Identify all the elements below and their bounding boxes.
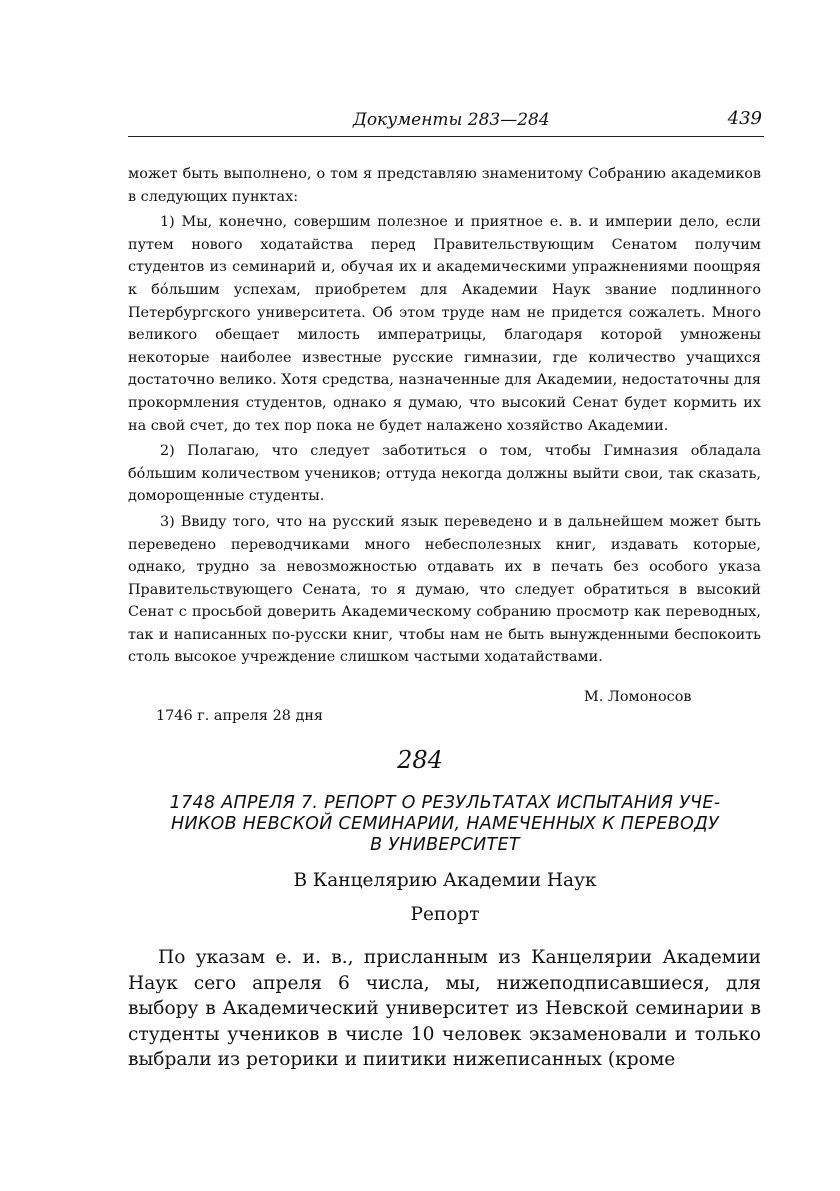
paragraph-point-2: 2) Полагаю, что следует заботиться о том, чтобы Гимназия обладала бóльшим количеством учеников; оттуда некогда должны выйти свои, так сказать, доморощенные студенты. — [128, 443, 761, 505]
heading-line: В УНИВЕРСИТЕТ — [370, 835, 520, 855]
document-date: 1746 г. апреля 28 дня — [156, 708, 323, 724]
paragraph-point-1: 1) Мы, конечно, совершим полезное и приятное е. в. и империи дело, если путем нового ходатайства перед Правительствующим Сенатом получим студентов из семинарий и, обучая их и академическими упражнениями поощряя к бóльшим успехам, приобретем для Академии Наук звание подлинного Петербургского университета. Об этом труде нам не придется сожалеть. Много великого обещает милость императрицы, благодаря которой умножены некоторые наиболее известные русские гимназии, где количество учащихся достаточно велико. Хотя средства, назначенные для Академии, недостаточны для прокормления студентов, однако я думаю, что высокий Сенат будет кормить их на свой счет, до тех пор пока не будет налажено хозяйство Академии. — [128, 214, 761, 434]
page-number: 439 — [727, 108, 762, 129]
heading-line: НИКОВ НЕВСКОЙ СЕМИНАРИИ, НАМЕЧЕННЫХ К ПЕРЕВОДУ — [170, 814, 720, 834]
document-number: 284 — [397, 746, 443, 774]
document-284-body: По указам е. и. в., присланным из Канцелярии Академии Наук сего апреля 6 числа, мы, нижеподписавшиеся, для выбору в Академический университет из Невской семинарии в студенты учеников в числе 10 человек экзаменовали и только выбрали из реторики и пиитики нижеписанных (кроме — [128, 947, 761, 1071]
report-label: Репорт — [410, 904, 480, 925]
document-heading — [128, 793, 762, 856]
paragraph-intro: может быть выполнено, о том я представляю знаменитому Собранию академиков в следующих пунктах: — [128, 166, 761, 205]
addressee: В Канцелярию Академии Наук — [293, 870, 597, 891]
running-title: Документы 283—284 — [353, 110, 550, 130]
running-header — [128, 108, 764, 137]
heading-line: 1748 АПРЕЛЯ 7. РЕПОРТ О РЕЗУЛЬТАТАХ ИСПЫТАНИЯ УЧЕ- — [169, 793, 721, 813]
paragraph-point-3: 3) Ввиду того, что на русский язык переведено и в дальнейшем может быть переведено переводчиками много небесполезных книг, издавать которые, однако, трудно за невозможностью отдавать их в печать без особого указа Правительствующего Сената, то я думаю, что следует обратиться в высокий Сенат с просьбой доверить Академическому собранию просмотр как переводных, так и написанных по-русски книг, чтобы нам не быть вынужденными беспокоить столь высокое учреждение слишком частыми ходатайствами. — [128, 513, 761, 666]
signature: М. Ломоносов — [584, 689, 692, 705]
document-283-text — [128, 163, 761, 669]
